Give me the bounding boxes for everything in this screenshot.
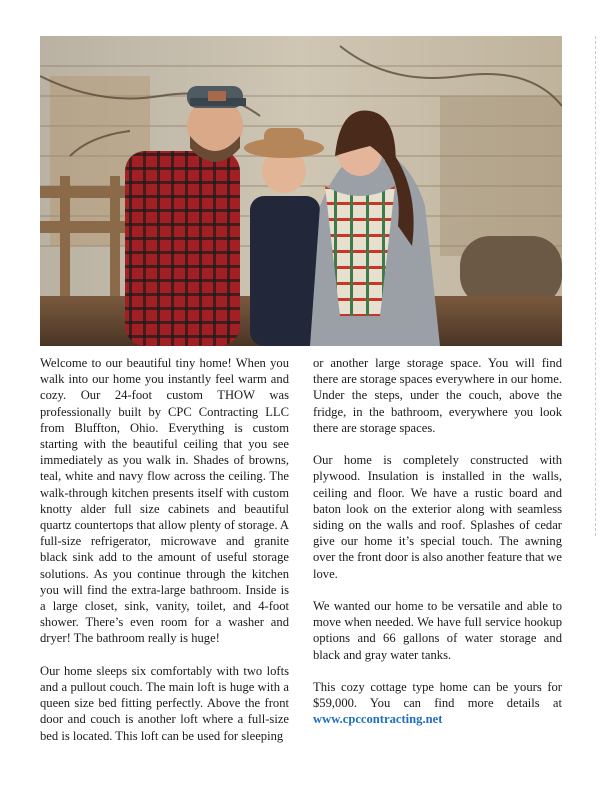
family-photo bbox=[40, 36, 562, 346]
price-text: This cozy cottage type home can be yours for $59,000. You can find more details at bbox=[313, 680, 562, 711]
construction-paragraph: Our home is completely constructed with plywood. Insulation is installed in the walls, ceiling and floor. We have a rustic board and baton look on the exterior along with seamless siding on the walls and roof. Splashes of cedar give our home it’s special touch. The awning over the front door is also another feature that we love. bbox=[313, 453, 562, 581]
family-photo-illustration bbox=[40, 36, 562, 346]
sleeping-paragraph: Our home sleeps six comfortably with two lofts and a pullout couch. The main loft is huge with a queen size bed fitting perfectly. Above the front door and couch is another loft where a full-size bed is located. This loft can be used for sleeping bbox=[40, 663, 289, 743]
website-link[interactable]: www.cpccontracting.net bbox=[313, 712, 443, 727]
right-text-column bbox=[313, 355, 562, 744]
left-text-column bbox=[40, 355, 289, 760]
page-edge-guide bbox=[595, 36, 596, 536]
storage-paragraph: or another large storage space. You will find there are storage spaces everywhere in our home. Under the steps, under the couch, above the fridge, in the bathroom, everywhere you look there are storage spaces. bbox=[313, 356, 562, 435]
price-paragraph bbox=[313, 679, 562, 728]
intro-paragraph: Welcome to our beautiful tiny home! When you walk into our home you instantly feel warm and cozy. Our 24-foot custom THOW was professionally built by CPC Contracting LLC from Bluffton, Ohio. Everything is custom starting with the beautiful ceiling that you see immediately as you walk in. Shades of browns, teal, white and navy flow across the ceiling. The walk-through kitchen presents itself with custom knotty alder full size cabinets and beautiful quartz countertops that allow plenty of storage. A full-size refrigerator, microwave and granite black sink add to the amount of useful storage solutions. As you continue through the kitchen you will find the extra-large bathroom. Inside is a large closet, sink, vanity, toilet, and 4-foot shower. There’s even room for a washer and dryer! The bathroom really is huge! bbox=[40, 356, 290, 646]
versatility-paragraph: We wanted our home to be versatile and able to move when needed. We have full service hookup options and 66 gallons of water storage and black and gray water tanks. bbox=[313, 599, 562, 662]
